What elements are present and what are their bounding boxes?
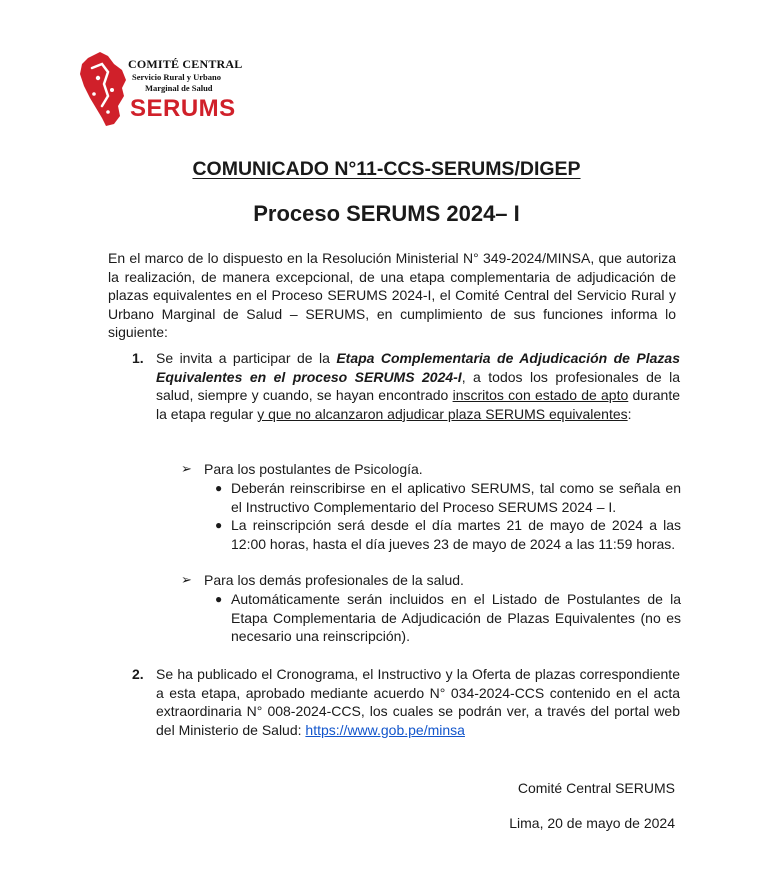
org-line-1: COMITÉ CENTRAL xyxy=(128,57,243,71)
sub-1-label: Para los postulantes de Psicología. xyxy=(204,461,423,477)
document-subtitle: Proceso SERUMS 2024– I xyxy=(253,201,520,226)
intro-paragraph: En el marco de lo dispuesto en la Resolución Ministerial N° 349-2024/MINSA, que autoriza la realización, de manera excepcional, de una etapa complementaria de adjudicación de plazas equivalentes en el Proceso SERUMS 2024-I, el Comité Central del Servicio Rural y Urbano Marginal de Salud – SERUMS, en cumplimiento de sus funciones informa lo siguiente: xyxy=(108,250,676,341)
arrow-bullet-icon: ➢ xyxy=(181,461,192,476)
bullet-icon: ● xyxy=(215,481,223,495)
signature: Comité Central SERUMS xyxy=(517,780,675,796)
sub-1-bullet-1: Deberán reinscribirse en el aplicativo SERUMS, tal como se señala en el Instructivo Complementario del Proceso SERUMS 2024 – I. xyxy=(231,480,681,515)
sub-2-label: Para los demás profesionales de la salud. xyxy=(204,572,464,588)
item-2-text: Se ha publicado el Cronograma, el Instructivo y la Oferta de plazas correspondiente a esta etapa, aprobado mediante acuerdo N° 034-2024-CCS contenido en el acta extraordinaria N° 008-2024-CCS, los cuales se podrán ver, a través del portal web del Ministerio de Salud: https://www.gob.pe/minsa xyxy=(156,666,680,738)
bullet-icon: ● xyxy=(215,518,223,532)
item-2-number: 2. xyxy=(132,666,144,682)
item-1-emphasis: Etapa Complementaria de Adjudicación de Plazas Equivalentes en el proceso SERUMS 2024-I xyxy=(156,350,680,385)
date-line: Lima, 20 de mayo de 2024 xyxy=(509,815,675,831)
peru-map-logo-icon xyxy=(78,50,130,128)
org-line-2: Servicio Rural y Urbano xyxy=(132,72,222,82)
item-1-underline-1: inscritos con estado de apto xyxy=(452,387,629,404)
item-1-number: 1. xyxy=(132,350,144,366)
minsa-portal-link[interactable]: https://www.gob.pe/minsa xyxy=(305,721,465,738)
org-line-3: Marginal de Salud xyxy=(145,83,213,93)
serums-logo xyxy=(78,50,253,130)
item-1-underline-2: y que no alcanzaron adjudicar plaza SERUMS equivalentes xyxy=(257,405,628,422)
document-title: COMUNICADO N°11-CCS-SERUMS/DIGEP xyxy=(192,158,581,180)
item-1-text: Se invita a participar de la Etapa Complementaria de Adjudicación de Plazas Equivalentes en el proceso SERUMS 2024-I, a todos los profesionales de la salud, siempre y cuando, se hayan encontrado inscritos con estado de apto durante la etapa regular y que no alcanzaron adjudicar plaza SERUMS equivalentes: xyxy=(156,350,680,422)
sub-2-bullet-1: Automáticamente serán incluidos en el Listado de Postulantes de la Etapa Complementaria de Adjudicación de Plazas Equivalentes (no es necesario una reinscripción). xyxy=(231,591,681,645)
arrow-bullet-icon: ➢ xyxy=(181,572,192,587)
sub-1-bullet-2: La reinscripción será desde el día martes 21 de mayo de 2024 a las 12:00 horas, hasta el día jueves 23 de mayo de 2024 a las 11:59 horas. xyxy=(231,517,681,552)
org-line-4: SERUMS xyxy=(130,95,236,122)
bullet-icon: ● xyxy=(215,592,223,606)
